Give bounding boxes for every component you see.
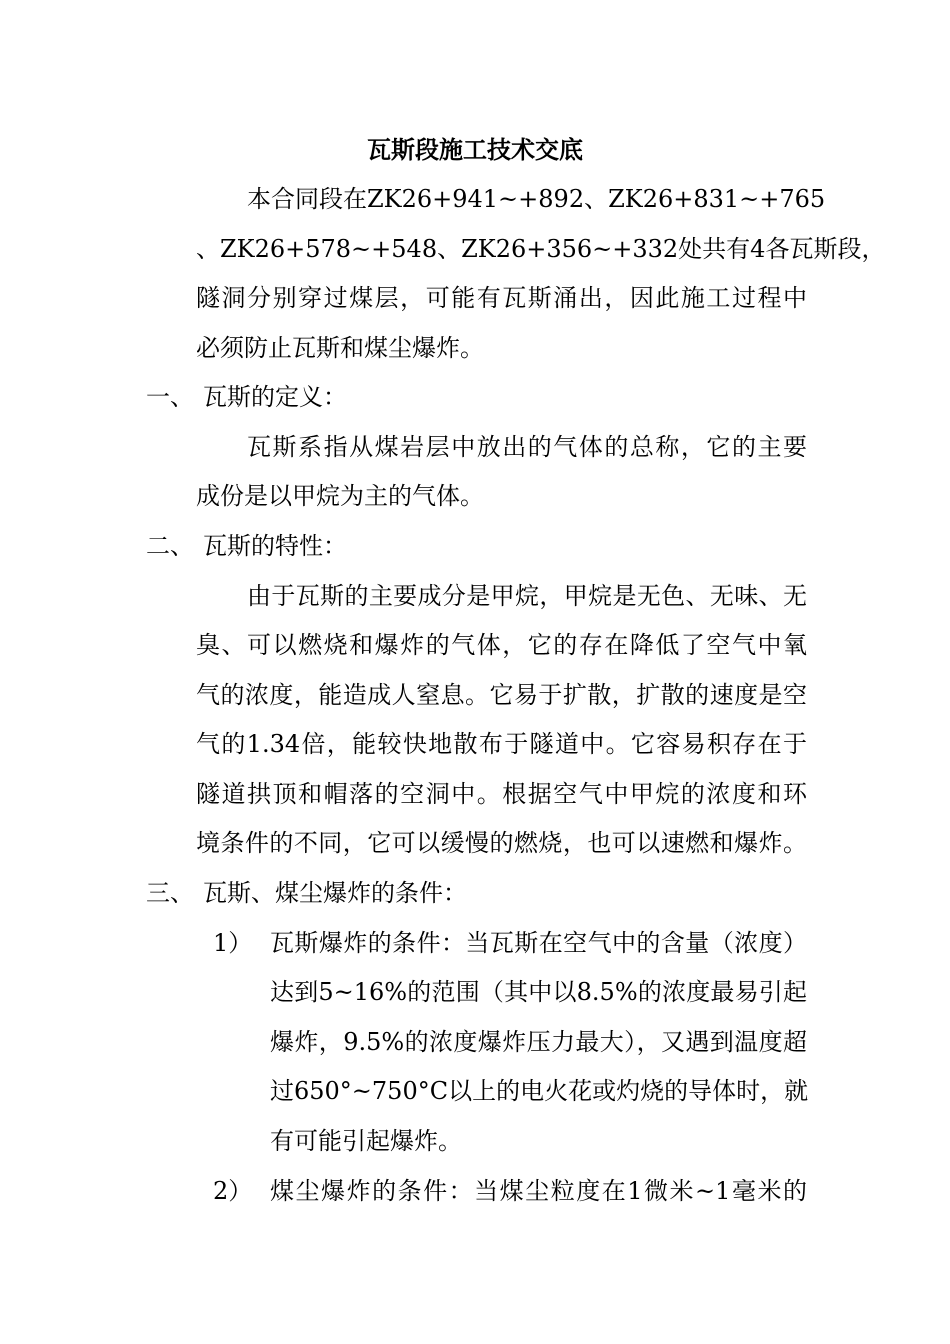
intro-line-3: 隧洞分别穿过煤层，可能有瓦斯涌出，因此施工过程中 (196, 284, 807, 312)
intro-line-2: 、ZK26+578~+548、ZK26+356~+332处共有4各瓦斯段， (196, 235, 886, 263)
section-2-line-4: 气的1.34倍，能较快地散布于隧道中。它容易积存在于 (196, 730, 807, 758)
intro-line-4: 必须防止瓦斯和煤尘爆炸。 (196, 334, 484, 362)
document-title: 瓦斯段施工技术交底 (367, 135, 583, 164)
section-2-heading: 瓦斯的特性： (203, 532, 347, 560)
section-2-line-3: 气的浓度，能造成人窒息。它易于扩散，扩散的速度是空 (196, 681, 807, 709)
item-2-line-1: 煤尘爆炸的条件：当煤尘粒度在1微米~1毫米的 (270, 1177, 807, 1205)
section-2-number: 二、 (146, 532, 194, 560)
section-2-line-6: 境条件的不同，它可以缓慢的燃烧，也可以速燃和爆炸。 (196, 829, 807, 857)
item-1-line-4: 过650°~750°C以上的电火花或灼烧的导体时，就 (270, 1077, 809, 1105)
section-2-line-2: 臭、可以燃烧和爆炸的气体，它的存在降低了空气中氧 (196, 631, 807, 659)
section-1-line-2: 成份是以甲烷为主的气体。 (196, 482, 484, 510)
item-2-number: 2） (213, 1177, 253, 1205)
section-3-number: 三、 (146, 879, 194, 907)
section-1-heading: 瓦斯的定义： (203, 383, 347, 411)
item-1-line-1: 瓦斯爆炸的条件：当瓦斯在空气中的含量（浓度） (270, 929, 807, 957)
intro-line-1: 本合同段在ZK26+941~+892、ZK26+831~+765 (247, 185, 826, 213)
item-1-line-2: 达到5~16%的范围（其中以8.5%的浓度最易引起 (270, 978, 807, 1006)
section-1-line-1: 瓦斯系指从煤岩层中放出的气体的总称，它的主要 (247, 433, 807, 461)
section-2-line-1: 由于瓦斯的主要成分是甲烷，甲烷是无色、无味、无 (247, 582, 807, 610)
section-2-line-5: 隧道拱顶和帽落的空洞中。根据空气中甲烷的浓度和环 (196, 780, 807, 808)
item-1-number: 1） (213, 929, 253, 957)
item-1-line-3: 爆炸，9.5%的浓度爆炸压力最大），又遇到温度超 (270, 1028, 807, 1056)
item-1-line-5: 有可能引起爆炸。 (270, 1127, 462, 1155)
section-3-heading: 瓦斯、煤尘爆炸的条件： (203, 879, 467, 907)
section-1-number: 一、 (146, 383, 194, 411)
